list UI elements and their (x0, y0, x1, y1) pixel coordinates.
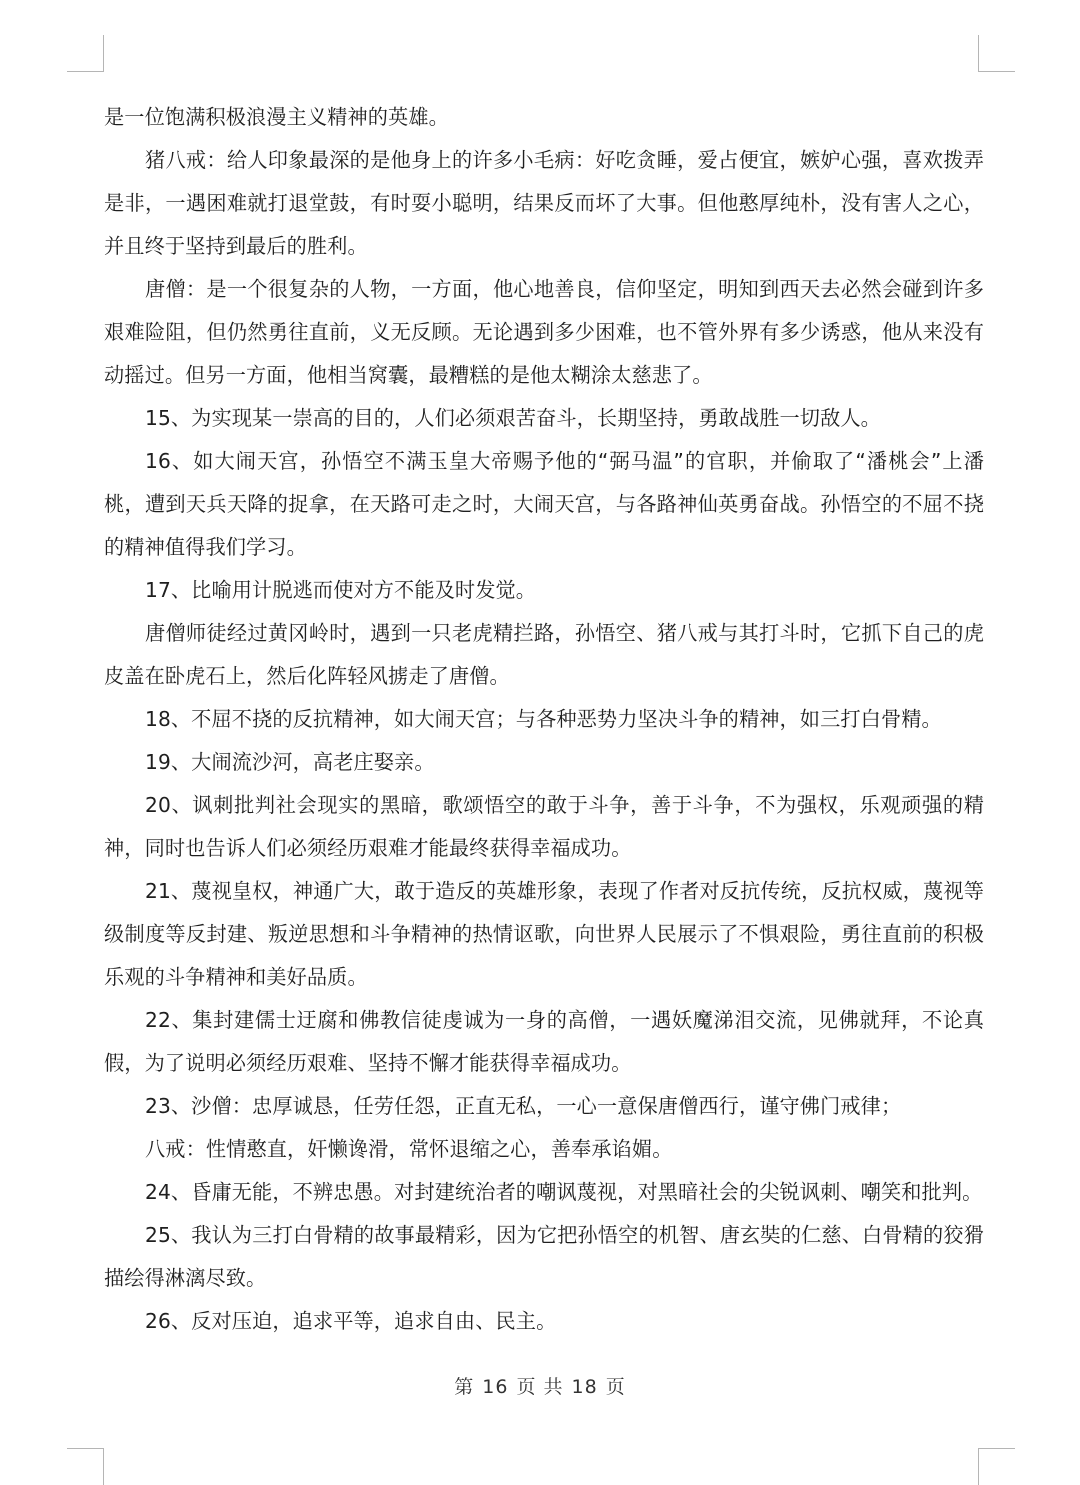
footer-suffix: 页 (605, 1376, 626, 1398)
crop-mark-bottom-left (67, 1448, 104, 1485)
paragraph: 唐僧师徒经过黄冈岭时，遇到一只老虎精拦路，孙悟空、猪八戒与其打斗时，它抓下自己的虎皮盖在卧虎石上，然后化阵轻风掳走了唐僧。 (104, 621, 984, 688)
paragraph: 17、比喻用计脱逃而使对方不能及时发觉。 (145, 578, 537, 602)
paragraph: 猪八戒：给人印象最深的是他身上的许多小毛病：好吃贪睡，爱占便宜，嫉妒心强，喜欢拨弄是非，一遇困难就打退堂鼓，有时耍小聪明，结果反而坏了大事。但他憨厚纯朴，没有害人之心，并且终于坚持到最后的胜利。 (104, 148, 984, 258)
page-footer (0, 1372, 1080, 1399)
crop-mark-top-right (978, 35, 1015, 72)
paragraph: 15、为实现某一崇高的目的，人们必须艰苦奋斗，长期坚持，勇敢战胜一切敌人。 (145, 406, 881, 430)
crop-mark-bottom-right (978, 1448, 1015, 1485)
paragraph: 21、蔑视皇权，神通广大，敢于造反的英雄形象，表现了作者对反抗传统，反抗权威，蔑视等级制度等反封建、叛逆思想和斗争精神的热情讴歌，向世界人民展示了不惧艰险，勇往直前的积极乐观的斗争精神和美好品质。 (104, 879, 984, 989)
document-body (104, 96, 984, 1343)
paragraph: 20、讽刺批判社会现实的黑暗，歌颂悟空的敢于斗争，善于斗争，不为强权，乐观顽强的精神，同时也告诉人们必须经历艰难才能最终获得幸福成功。 (104, 793, 984, 860)
footer-prefix: 第 (454, 1376, 475, 1398)
paragraph: 唐僧：是一个很复杂的人物，一方面，他心地善良，信仰坚定，明知到西天去必然会碰到许多艰难险阻，但仍然勇往直前，义无反顾。无论遇到多少困难，也不管外界有多少诱惑，他从来没有动摇过。但另一方面，他相当窝囊，最糟糕的是他太糊涂太慈悲了。 (104, 277, 984, 387)
paragraph: 16、如大闹天宫，孙悟空不满玉皇大帝赐予他的“弼马温”的官职，并偷取了“潘桃会”上潘桃，遭到天兵天降的捉拿，在天路可走之时，大闹天宫，与各路神仙英勇奋战。孙悟空的不屈不挠的精神值得我们学习。 (104, 449, 984, 559)
paragraph: 24、昏庸无能，不辨忠愚。对封建统治者的嘲讽蔑视，对黑暗社会的尖锐讽刺、嘲笑和批判。 (145, 1180, 983, 1204)
paragraph: 25、我认为三打白骨精的故事最精彩，因为它把孙悟空的机智、唐玄奘的仁慈、白骨精的狡猾描绘得淋漓尽致。 (104, 1223, 984, 1290)
paragraph: 22、集封建儒士迂腐和佛教信徒虔诚为一身的高僧，一遇妖魔涕泪交流，见佛就拜，不论真假，为了说明必须经历艰难、坚持不懈才能获得幸福成功。 (104, 1008, 984, 1075)
total-page-count: 18 (571, 1376, 598, 1398)
crop-mark-top-left (67, 35, 104, 72)
footer-middle: 页 共 (516, 1376, 564, 1398)
paragraph: 18、不屈不挠的反抗精神，如大闹天宫；与各种恶势力坚决斗争的精神，如三打白骨精。 (145, 707, 942, 731)
current-page-number: 16 (482, 1376, 509, 1398)
paragraph: 26、反对压迫，追求平等，追求自由、民主。 (145, 1309, 557, 1333)
paragraph: 八戒：性情憨直，奸懒谗滑，常怀退缩之心，善奉承谄媚。 (145, 1137, 673, 1161)
paragraph: 19、大闹流沙河，高老庄娶亲。 (145, 750, 435, 774)
paragraph: 23、沙僧：忠厚诚恳，任劳任怨，正直无私，一心一意保唐僧西行，谨守佛门戒律； (145, 1094, 902, 1118)
paragraph: 是一位饱满积极浪漫主义精神的英雄。 (104, 105, 449, 129)
